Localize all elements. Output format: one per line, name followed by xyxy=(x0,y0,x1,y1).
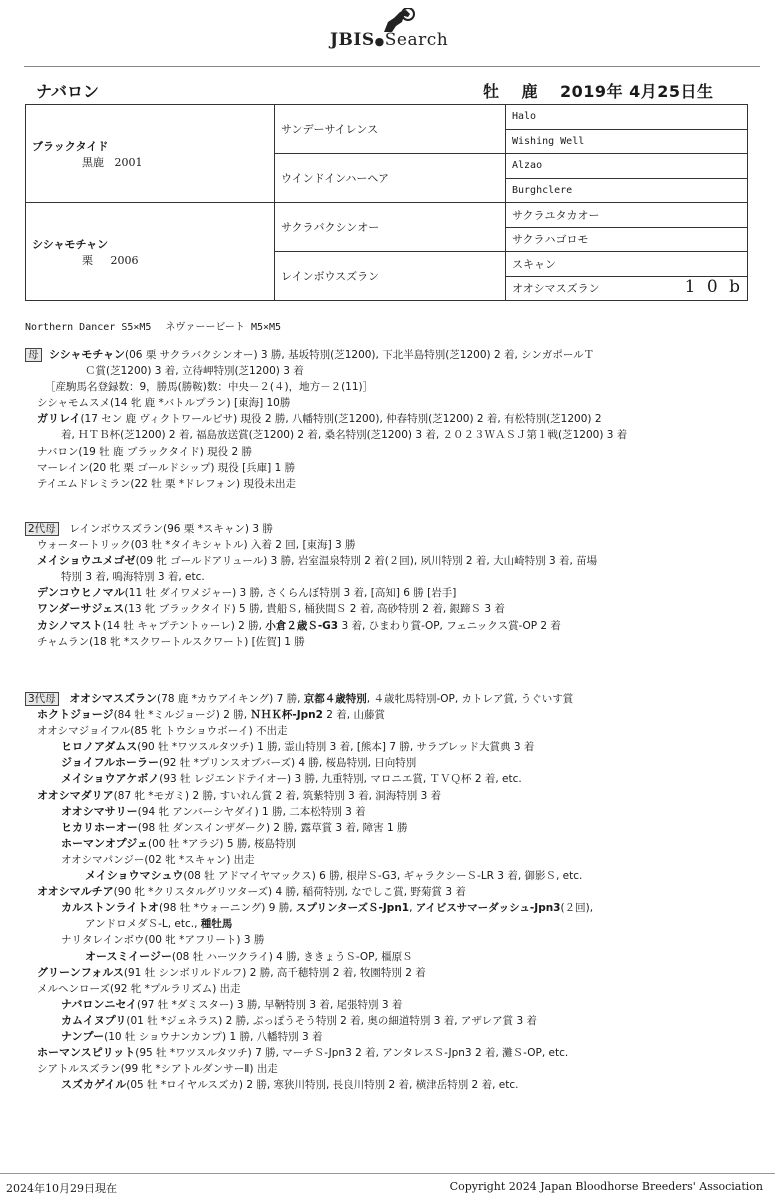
family-line: 着, ＨＴＢ杯(芝1200) 2 着, 福島放送賞(芝1200) 2 着, 桑名特別(芝1200) 3 着, ２０２３ＷＡＳＪ第１戦(芝1200) 3 着 xyxy=(61,429,628,442)
family-line: ワンダーサジェス(13 牝 ブラックタイド) 5 勝, 貴船Ｓ, 桶狭間Ｓ 2 着, 高砂特別 2 着, 銀蹄Ｓ 3 着 xyxy=(37,602,505,616)
logo-text: JBIS●Search xyxy=(330,30,449,50)
family-line: 3代母 オオシマスズラン(78 鹿 *カウアイキング) 7 勝, 京都４歳特別, ４歳牝馬特別-OP, カトレア賞, うぐいす賞 xyxy=(25,691,765,707)
inbreeding-line xyxy=(25,318,295,333)
ddd-cell xyxy=(506,276,748,301)
sdd[interactable]: Burghclere xyxy=(506,178,748,203)
family-line: オオシマジョイフル(85 牝 トウショウボーイ) 不出走 xyxy=(37,725,288,738)
horse-sex: 牡 xyxy=(483,82,500,101)
family-line: デンコウヒノマル(11 牡 ダイワメジャー) 3 勝, さくらんぼ特別 3 着, [高知] 6 勝 [岩手] xyxy=(37,586,457,600)
family-line: ホーマンオプジェ(00 牡 *アラジ) 5 勝, 桜島特別 xyxy=(61,836,297,850)
horse-info xyxy=(483,79,714,102)
pedigree-table xyxy=(25,104,748,301)
inbreeding-item: Northern Dancer S5×M5 xyxy=(25,322,152,333)
sire-dam[interactable]: ウインドインハーヘア xyxy=(275,154,506,203)
dam-name[interactable]: シシャモチャン xyxy=(32,237,109,251)
sss[interactable]: Halo xyxy=(506,105,748,130)
family-line: ナリタレインボウ(00 牝 *アフリート) 3 勝 xyxy=(61,934,265,947)
family-line: ジョイフルホーラー(92 牡 *プリンスオブバーズ) 4 勝, 桜島特別, 日向特別 xyxy=(61,756,417,770)
family-line: オオシマルチア(90 牝 *クリスタルグリツターズ) 4 勝, 稲荷特別, なでしこ賞, 野菊賞 3 着 xyxy=(37,885,466,899)
sds[interactable]: Alzao xyxy=(506,154,748,179)
family-line: 特別 3 着, 鳴海特別 3 着, etc. xyxy=(61,571,205,584)
dam-sire[interactable]: サクラバクシンオー xyxy=(275,203,506,252)
family-line: ナンプー(10 牡 ショウナンカンプ) 1 勝, 八幡特別 3 着 xyxy=(61,1029,323,1043)
ddd[interactable]: オオシマスズラン xyxy=(512,282,600,296)
family-line: メイショウアケボノ(93 牡 レジエンドテイオー) 3 勝, 九重特別, マロニエ賞, ＴＶＱ杯 2 着, etc. xyxy=(61,772,522,786)
dam-dam[interactable]: レインボウスズラン xyxy=(275,252,506,301)
dam-section xyxy=(25,347,765,492)
family-line: テイエムドレミラン(22 牡 栗 *ドレフォン) 現役未出走 xyxy=(37,477,296,490)
family-line: ウォータートリック(03 牡 *タイキシャトル) 入着 2 回, [東海] 3 勝 xyxy=(37,539,356,552)
family-line: ナバロンニセイ(97 牡 *ダミスター) 3 勝, 早鞆特別 3 着, 尾張特別 3 着 xyxy=(61,997,403,1011)
jbis-logo[interactable] xyxy=(330,8,460,54)
family-line: オオシマダリア(87 牝 *モガミ) 2 勝, すいれん賞 2 着, 筑紫特別 3 着, 洞海特別 3 着 xyxy=(37,788,442,802)
footer-copyright: Copyright 2024 Japan Bloodhorse Breeders' Association xyxy=(449,1180,763,1193)
footer-date: 2024年10月29日現在 xyxy=(6,1182,117,1195)
footer-divider xyxy=(0,1173,775,1174)
sire-info: 黒鹿 2001 xyxy=(82,155,143,169)
sire-sire[interactable]: サンデーサイレンス xyxy=(275,105,506,154)
family-line: ヒロノアダムス(90 牡 *ワツスルタツチ) 1 勝, 霊山特別 3 着, [熊本] 7 勝, サラブレッド大賞典 3 着 xyxy=(61,740,535,754)
family-line: アンドロメダＳ-L, etc., 種牡馬 xyxy=(85,918,233,931)
family-line: カシノマスト(14 牡 キャプテントゥーレ) 2 勝, 小倉２歳Ｓ-G3 3 着, ひまわり賞-OP, フェニックス賞-OP 2 着 xyxy=(37,618,561,632)
family-line: スズカゲイル(05 牡 *ロイヤルスズカ) 2 勝, 寒狭川特別, 長良川特別 2 着, 横津岳特別 2 着, etc. xyxy=(61,1078,519,1092)
family-line: ガリレイ(17 セン 鹿 ヴィクトワールピサ) 現役 2 勝, 八幡特別(芝1200), 仲春特別(芝1200) 2 着, 有松特別(芝1200) 2 xyxy=(37,412,602,426)
family-line: オオシマサリー(94 牝 アンバーシヤダイ) 1 勝, 二本松特別 3 着 xyxy=(61,804,366,818)
horse-color: 鹿 xyxy=(521,82,539,101)
family-line: ホクトジョージ(84 牡 *ミルジョージ) 2 勝, ＮＨＫ杯-Jpn2 2 着, 山藤賞 xyxy=(37,708,385,722)
horse-birth: 2019年 4月25日生 xyxy=(560,82,714,101)
family-number: 1 0 b xyxy=(684,276,743,297)
ssd[interactable]: Wishing Well xyxy=(506,129,748,154)
family-line: カムイヌプリ(01 牡 *ジェネラス) 2 勝, ぶっぽうそう特別 2 着, 奥の細道特別 3 着, アザレア賞 3 着 xyxy=(61,1013,538,1027)
family-line: メルヘンローズ(92 牝 *プルラリズム) 出走 xyxy=(37,982,241,995)
family-line: メイショウユメゴゼ(09 牝 ゴールドアリュール) 3 勝, 岩室温泉特別 2 着(２回), 夙川特別 2 着, 大山崎特別 3 着, 苗場 xyxy=(37,554,598,568)
second-dam-section xyxy=(25,521,765,650)
family-line: Ｃ賞(芝1200) 3 着, 立待岬特別(芝1200) 3 着 xyxy=(85,365,304,378)
dam-info: 栗 2006 xyxy=(82,253,139,267)
dds[interactable]: スキャン xyxy=(506,252,748,277)
header-divider xyxy=(24,66,760,67)
family-line: グリーンフォルス(91 牡 シンボリルドルフ) 2 勝, 高千穂特別 2 着, 牧園特別 2 着 xyxy=(37,965,426,979)
family-line: ナバロン(19 牡 鹿 ブラックタイド) 現役 2 勝 xyxy=(37,445,252,458)
family-line: マーレイン(20 牝 栗 ゴールドシップ) 現役 [兵庫] 1 勝 xyxy=(37,461,296,474)
family-line: シアトルスズラン(99 牝 *シアトルダンサーⅡ) 出走 xyxy=(37,1063,278,1076)
family-line: ホーマンスピリット(95 牡 *ワツスルタツチ) 7 勝, マーチＳ-Jpn3 2 着, アンタレスＳ-Jpn3 2 着, 灘Ｓ-OP, etc. xyxy=(37,1046,569,1060)
family-line: オオシマパンジー(02 牝 *スキャン) 出走 xyxy=(61,853,255,866)
family-line: 2代母 レインボウスズラン(96 栗 *スキャン) 3 勝 xyxy=(25,521,765,537)
dsd[interactable]: サクラハゴロモ xyxy=(506,227,748,252)
sire-name[interactable]: ブラックタイド xyxy=(32,139,109,153)
inbreeding-item: ネヴァーービート M5×M5 xyxy=(165,322,282,333)
family-line: シシャモムスメ(14 牝 鹿 *バトルプラン) [東海] 10勝 xyxy=(37,397,291,410)
dss[interactable]: サクラユタカオー xyxy=(506,203,748,228)
family-line: オースミイージー(08 牡 ハーツクライ) 4 勝, ききょうＳ-OP, 橿原Ｓ xyxy=(85,949,413,963)
section-badge: 母 xyxy=(25,348,42,362)
horse-name: ナバロン xyxy=(36,82,100,101)
family-line: 母 シシャモチャン(06 栗 サクラバクシンオー) 3 勝, 基坂特別(芝1200), 下北半島特別(芝1200) 2 着, シンガポールＴ xyxy=(25,347,765,363)
family-line: メイショウマシュウ(08 牡 アドマイヤマックス) 6 勝, 根岸Ｓ-G3, ギャラクシーＳ-LR 3 着, 御影Ｓ, etc. xyxy=(85,869,583,883)
family-line: チャムラン(18 牝 *スクワートルスクワート) [佐賀] 1 勝 xyxy=(37,635,305,648)
dam-cell xyxy=(26,203,275,301)
family-line: ［産駒馬名登録数：9，勝馬(勝鞍)数：中央－２(４)，地方－２(11)］ xyxy=(45,381,374,394)
sire-cell xyxy=(26,105,275,203)
family-line: カルストンライトオ(98 牡 *ウォーニング) 9 勝, スプリンターズＳ-Jpn1, アイビスサマーダッシュ-Jpn3(２回), xyxy=(61,901,594,915)
third-dam-section xyxy=(25,691,765,1093)
family-line: ヒカリホーオー(98 牡 ダンスインザダーク) 2 勝, 露草賞 3 着, 障害 1 勝 xyxy=(61,820,408,834)
